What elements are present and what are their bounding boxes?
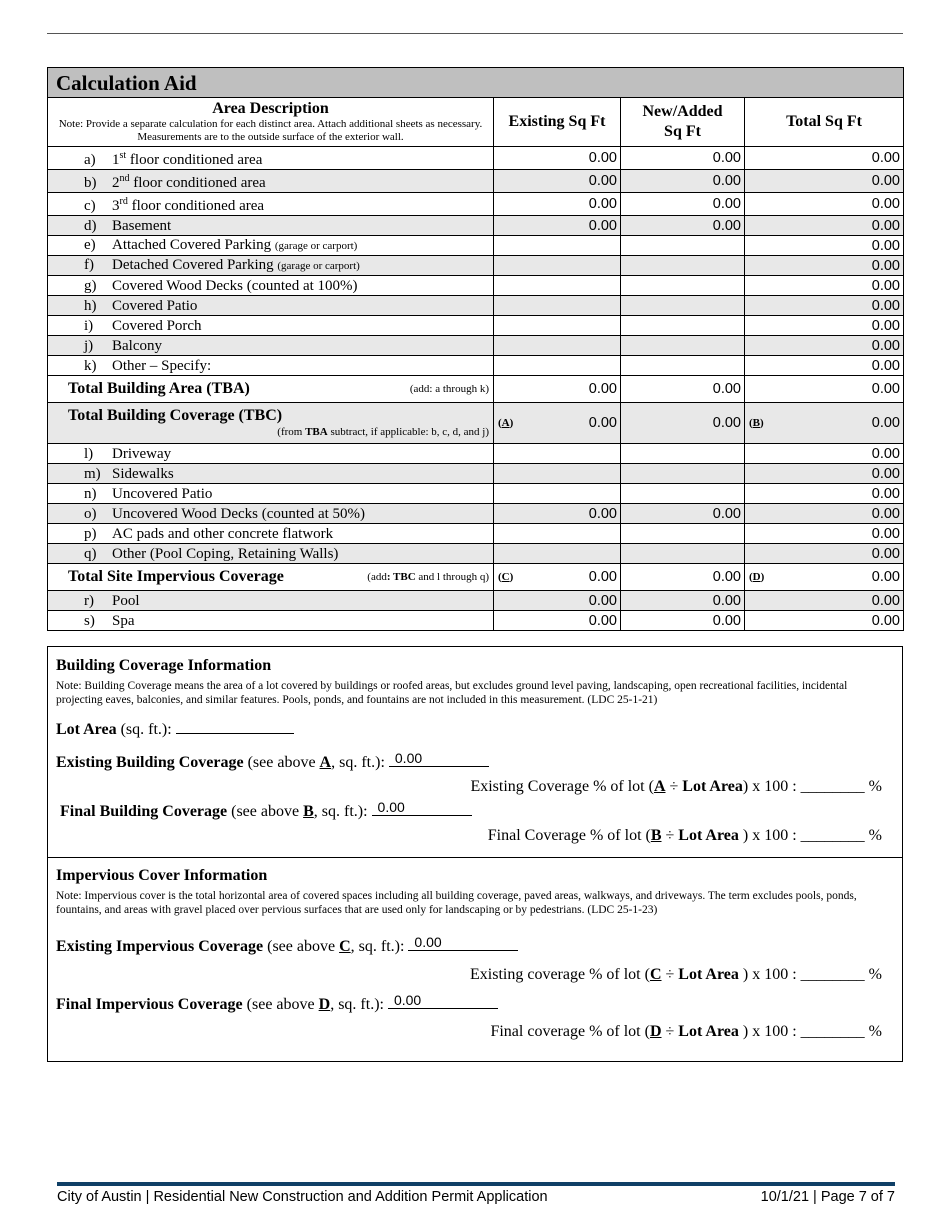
final-impervious-coverage-field[interactable]: 0.00: [388, 994, 498, 1009]
new-sqft-cell[interactable]: 0.00: [621, 591, 745, 611]
total-building-area-row-total[interactable]: 0.00: [745, 376, 904, 403]
row-label: 1st floor conditioned area: [112, 150, 263, 168]
area-description-cell: [48, 193, 494, 216]
row-label-note: (garage or carport): [274, 240, 358, 252]
existing-impervious-coverage-line: Existing Impervious Coverage (see above C, sq. ft.): 0.00: [56, 936, 518, 956]
total-sqft-cell[interactable]: 0.00: [745, 147, 904, 170]
impervious-cover-title: Impervious Cover Information: [56, 867, 268, 884]
total-sqft-cell[interactable]: 0.00: [745, 356, 904, 376]
area-description-cell: [48, 170, 494, 193]
row-letter: k): [84, 357, 97, 374]
existing-building-coverage-field[interactable]: 0.00: [389, 752, 489, 767]
table-row: [48, 544, 904, 564]
total-sqft-cell[interactable]: 0.00: [745, 170, 904, 193]
table-row: [48, 464, 904, 484]
tba-note: (add: a through k): [409, 383, 489, 395]
row-label: Covered Porch: [112, 317, 202, 334]
row-label: Spa: [112, 612, 135, 629]
row-letter: j): [84, 337, 94, 354]
area-description-cell: [48, 444, 494, 464]
mark-label: (C): [498, 571, 514, 583]
total-sqft-cell[interactable]: 0.00: [745, 276, 904, 296]
area-description-cell: [48, 276, 494, 296]
new-sqft-cell[interactable]: [621, 544, 745, 564]
new-sqft-cell[interactable]: 0.00: [621, 216, 745, 236]
new-sqft-cell[interactable]: 0.00: [621, 193, 745, 216]
total-building-area-row-label: [48, 376, 494, 403]
table-row: [48, 296, 904, 316]
existing-sqft-cell[interactable]: 0.00: [494, 170, 621, 193]
table-title: Calculation Aid: [48, 68, 904, 98]
total-sqft-cell[interactable]: 0.00: [745, 524, 904, 544]
row-label: Uncovered Wood Decks (counted at 50%): [112, 505, 366, 522]
row-letter: f): [84, 257, 94, 273]
impervious-cover-section: [56, 867, 894, 917]
row-label: Sidewalks: [112, 465, 174, 482]
total-building-coverage-row: [48, 403, 904, 444]
new-sqft-cell[interactable]: [621, 256, 745, 276]
existing-sqft-cell[interactable]: [494, 236, 621, 256]
new-sqft-cell[interactable]: 0.00: [621, 147, 745, 170]
existing-sqft-cell[interactable]: 0.00: [494, 216, 621, 236]
mark-label: (D): [749, 571, 765, 583]
final-building-coverage-line: Final Building Coverage (see above B, sq. ft.): 0.00: [60, 801, 472, 821]
building-coverage-title: Building Coverage Information: [56, 657, 272, 674]
total-site-impervious-row-label: [48, 564, 494, 591]
total-site-impervious-row-title: Total Site Impervious Coverage: [68, 568, 284, 585]
lot-area-line: Lot Area (sq. ft.):: [56, 719, 294, 739]
row-label: Covered Wood Decks (counted at 100%): [112, 277, 358, 294]
table-row: [48, 484, 904, 504]
row-label: Other – Specify:: [112, 357, 212, 374]
row-letter: q): [84, 545, 97, 562]
total-sqft-cell[interactable]: 0.00: [745, 591, 904, 611]
row-label: Basement: [112, 217, 172, 234]
existing-sqft-cell[interactable]: [494, 296, 621, 316]
existing-impervious-coverage-field[interactable]: 0.00: [408, 936, 518, 951]
total-sqft-cell[interactable]: 0.00: [745, 193, 904, 216]
existing-impervious-pct-line: Existing coverage % of lot (C ÷ Lot Area ) x 100 : ________ %: [470, 966, 882, 983]
mark-label: (B): [749, 417, 764, 429]
area-description-cell: [48, 464, 494, 484]
area-description-cell: [48, 236, 494, 256]
existing-sqft-cell[interactable]: 0.00: [494, 193, 621, 216]
area-description-cell: [48, 356, 494, 376]
existing-sqft-cell[interactable]: [494, 356, 621, 376]
area-description-title: Area Description: [212, 100, 329, 117]
total-header: Total Sq Ft: [745, 98, 904, 147]
table-row: [48, 276, 904, 296]
row-label: Balcony: [112, 337, 162, 354]
tsic-note: (add: TBC and l through q): [367, 571, 489, 583]
area-description-cell: [48, 296, 494, 316]
area-description-cell: [48, 484, 494, 504]
new-sqft-cell[interactable]: [621, 296, 745, 316]
total-site-impervious-row-existing[interactable]: (C) 0.00: [494, 564, 621, 591]
existing-sqft-cell[interactable]: [494, 444, 621, 464]
final-building-coverage-field[interactable]: 0.00: [372, 801, 472, 816]
total-sqft-cell[interactable]: 0.00: [745, 216, 904, 236]
table-row: [48, 336, 904, 356]
total-sqft-cell[interactable]: 0.00: [745, 256, 904, 276]
total-site-impervious-row-total[interactable]: (D) 0.00: [745, 564, 904, 591]
section-divider: [48, 857, 902, 858]
existing-sqft-cell[interactable]: [494, 256, 621, 276]
row-letter: d): [84, 217, 97, 234]
total-site-impervious-row: [48, 564, 904, 591]
total-sqft-cell[interactable]: 0.00: [745, 444, 904, 464]
total-building-coverage-row-existing[interactable]: (A) 0.00: [494, 403, 621, 444]
area-description-cell: [48, 524, 494, 544]
footer-title: City of Austin | Residential New Construction and Addition Permit Application: [57, 1189, 548, 1205]
table-row: [48, 170, 904, 193]
area-description-cell: [48, 504, 494, 524]
area-description-cell: [48, 256, 494, 276]
existing-building-coverage-line: Existing Building Coverage (see above A, sq. ft.): 0.00: [56, 752, 489, 772]
total-sqft-cell[interactable]: 0.00: [745, 316, 904, 336]
table-row: [48, 504, 904, 524]
row-label: Covered Patio: [112, 297, 198, 314]
total-sqft-cell[interactable]: 0.00: [745, 464, 904, 484]
total-building-coverage-row-label: [48, 403, 494, 444]
footer: [57, 1189, 895, 1205]
row-letter: s): [84, 612, 95, 629]
new-sqft-cell[interactable]: [621, 444, 745, 464]
table-row: [48, 316, 904, 336]
existing-sqft-cell[interactable]: 0.00: [494, 611, 621, 631]
final-coverage-pct-line: Final Coverage % of lot (B ÷ Lot Area ) x 100 : ________ %: [487, 827, 882, 844]
row-letter: p): [84, 525, 97, 542]
total-sqft-cell[interactable]: 0.00: [745, 484, 904, 504]
area-description-cell: [48, 216, 494, 236]
existing-sqft-cell[interactable]: [494, 464, 621, 484]
building-coverage-section: [56, 657, 894, 707]
total-building-area-row-new[interactable]: 0.00: [621, 376, 745, 403]
row-letter: o): [84, 505, 97, 522]
footer-bar: [57, 1182, 895, 1186]
total-sqft-cell[interactable]: 0.00: [745, 296, 904, 316]
row-label: Other (Pool Coping, Retaining Walls): [112, 545, 339, 562]
total-sqft-cell[interactable]: 0.00: [745, 611, 904, 631]
building-coverage-note: Note: Building Coverage means the area of a lot covered by buildings or roofed areas, but excludes ground level paving, landscaping, open recreational facilities, incidental projecting eaves, balconies, and similar features. Pools, ponds, and fountains are not included in this measurement. (LDC 25-1-21): [56, 680, 848, 706]
new-sqft-cell[interactable]: [621, 464, 745, 484]
existing-sqft-cell[interactable]: [494, 484, 621, 504]
row-label: AC pads and other concrete flatwork: [112, 525, 334, 542]
row-letter: r): [84, 592, 94, 609]
area-description-note: Note: Provide a separate calculation for each distinct area. Attach additional sheets as necessary. Measurements are to the outside surface of the exterior wall.: [58, 118, 483, 143]
new-added-header: New/Added Sq Ft: [621, 98, 745, 147]
row-label: Pool: [112, 592, 140, 609]
row-letter: a): [84, 152, 96, 168]
new-sqft-cell[interactable]: 0.00: [621, 611, 745, 631]
existing-sqft-cell[interactable]: [494, 336, 621, 356]
table-row: [48, 444, 904, 464]
table-row: [48, 256, 904, 276]
existing-sqft-cell[interactable]: 0.00: [494, 591, 621, 611]
row-letter: i): [84, 317, 94, 334]
table-row: [48, 216, 904, 236]
area-description-cell: [48, 147, 494, 170]
row-letter: h): [84, 297, 97, 314]
area-description-cell: [48, 316, 494, 336]
mark-label: (A): [498, 417, 514, 429]
existing-sqft-cell[interactable]: 0.00: [494, 504, 621, 524]
top-rule: [47, 33, 903, 34]
existing-sqft-cell[interactable]: [494, 524, 621, 544]
new-sqft-cell[interactable]: [621, 524, 745, 544]
table-row: [48, 611, 904, 631]
area-description-cell: [48, 336, 494, 356]
row-label: Driveway: [112, 445, 172, 462]
existing-sqft-cell[interactable]: [494, 316, 621, 336]
row-letter: c): [84, 198, 96, 214]
total-building-coverage-row-title: Total Building Coverage (TBC): [68, 407, 283, 424]
row-label: 2nd floor conditioned area: [112, 173, 266, 191]
tbc-note: (from TBA subtract, if applicable: b, c, d, and j): [277, 426, 489, 438]
total-sqft-cell[interactable]: 0.00: [745, 544, 904, 564]
row-label: Detached Covered Parking: [112, 257, 274, 273]
row-letter: n): [84, 485, 97, 502]
area-description-cell: [48, 611, 494, 631]
new-sqft-cell[interactable]: [621, 316, 745, 336]
lot-area-field[interactable]: [176, 719, 294, 734]
total-building-area-row-existing[interactable]: 0.00: [494, 376, 621, 403]
total-building-coverage-row-new[interactable]: 0.00: [621, 403, 745, 444]
existing-sqft-cell[interactable]: [494, 276, 621, 296]
row-label-note: (garage or carport): [277, 260, 360, 272]
table-row: [48, 193, 904, 216]
existing-sqft-cell[interactable]: [494, 544, 621, 564]
row-letter: l): [84, 445, 94, 462]
row-label: Attached Covered Parking: [112, 237, 272, 253]
new-sqft-cell[interactable]: [621, 236, 745, 256]
total-site-impervious-row-new[interactable]: 0.00: [621, 564, 745, 591]
row-label: 3rd floor conditioned area: [112, 196, 265, 214]
area-description-cell: [48, 544, 494, 564]
new-sqft-cell[interactable]: [621, 356, 745, 376]
coverage-info-box: [47, 646, 903, 1062]
new-sqft-cell[interactable]: 0.00: [621, 504, 745, 524]
new-sqft-cell[interactable]: [621, 276, 745, 296]
final-impervious-coverage-line: Final Impervious Coverage (see above D, sq. ft.): 0.00: [56, 994, 498, 1014]
final-impervious-pct-line: Final coverage % of lot (D ÷ Lot Area ) x 100 : ________ %: [490, 1023, 882, 1040]
row-letter: e): [84, 237, 96, 253]
footer-page: 10/1/21 | Page 7 of 7: [760, 1189, 895, 1205]
row-letter: b): [84, 175, 97, 191]
table-row: [48, 147, 904, 170]
total-building-area-row: [48, 376, 904, 403]
total-building-coverage-row-total[interactable]: (B) 0.00: [745, 403, 904, 444]
table-row: [48, 591, 904, 611]
area-description-cell: [48, 591, 494, 611]
new-sqft-cell[interactable]: [621, 484, 745, 504]
new-sqft-cell[interactable]: 0.00: [621, 170, 745, 193]
calculation-aid-table: [47, 67, 904, 631]
row-letter: g): [84, 277, 97, 294]
table-row: [48, 356, 904, 376]
total-sqft-cell[interactable]: 0.00: [745, 336, 904, 356]
impervious-cover-note: Note: Impervious cover is the total horizontal area of covered spaces including all building coverage, paved areas, walkways, and driveways. The term excludes pools, ponds, fountains, and areas with gravel placed over pervious surfaces that are used only for landscaping or by pedestrians. (LDC 25-1-23): [56, 890, 857, 916]
existing-header: Existing Sq Ft: [494, 98, 621, 147]
table-row: [48, 524, 904, 544]
total-building-area-row-title: Total Building Area (TBA): [68, 380, 250, 397]
row-label: Uncovered Patio: [112, 485, 213, 502]
existing-sqft-cell[interactable]: 0.00: [494, 147, 621, 170]
existing-coverage-pct-line: Existing Coverage % of lot (A ÷ Lot Area) x 100 : ________ %: [470, 778, 882, 795]
row-letter: m): [84, 465, 101, 482]
area-description-header: [48, 98, 494, 147]
total-sqft-cell[interactable]: 0.00: [745, 504, 904, 524]
table-row: [48, 236, 904, 256]
total-sqft-cell[interactable]: 0.00: [745, 236, 904, 256]
new-sqft-cell[interactable]: [621, 336, 745, 356]
